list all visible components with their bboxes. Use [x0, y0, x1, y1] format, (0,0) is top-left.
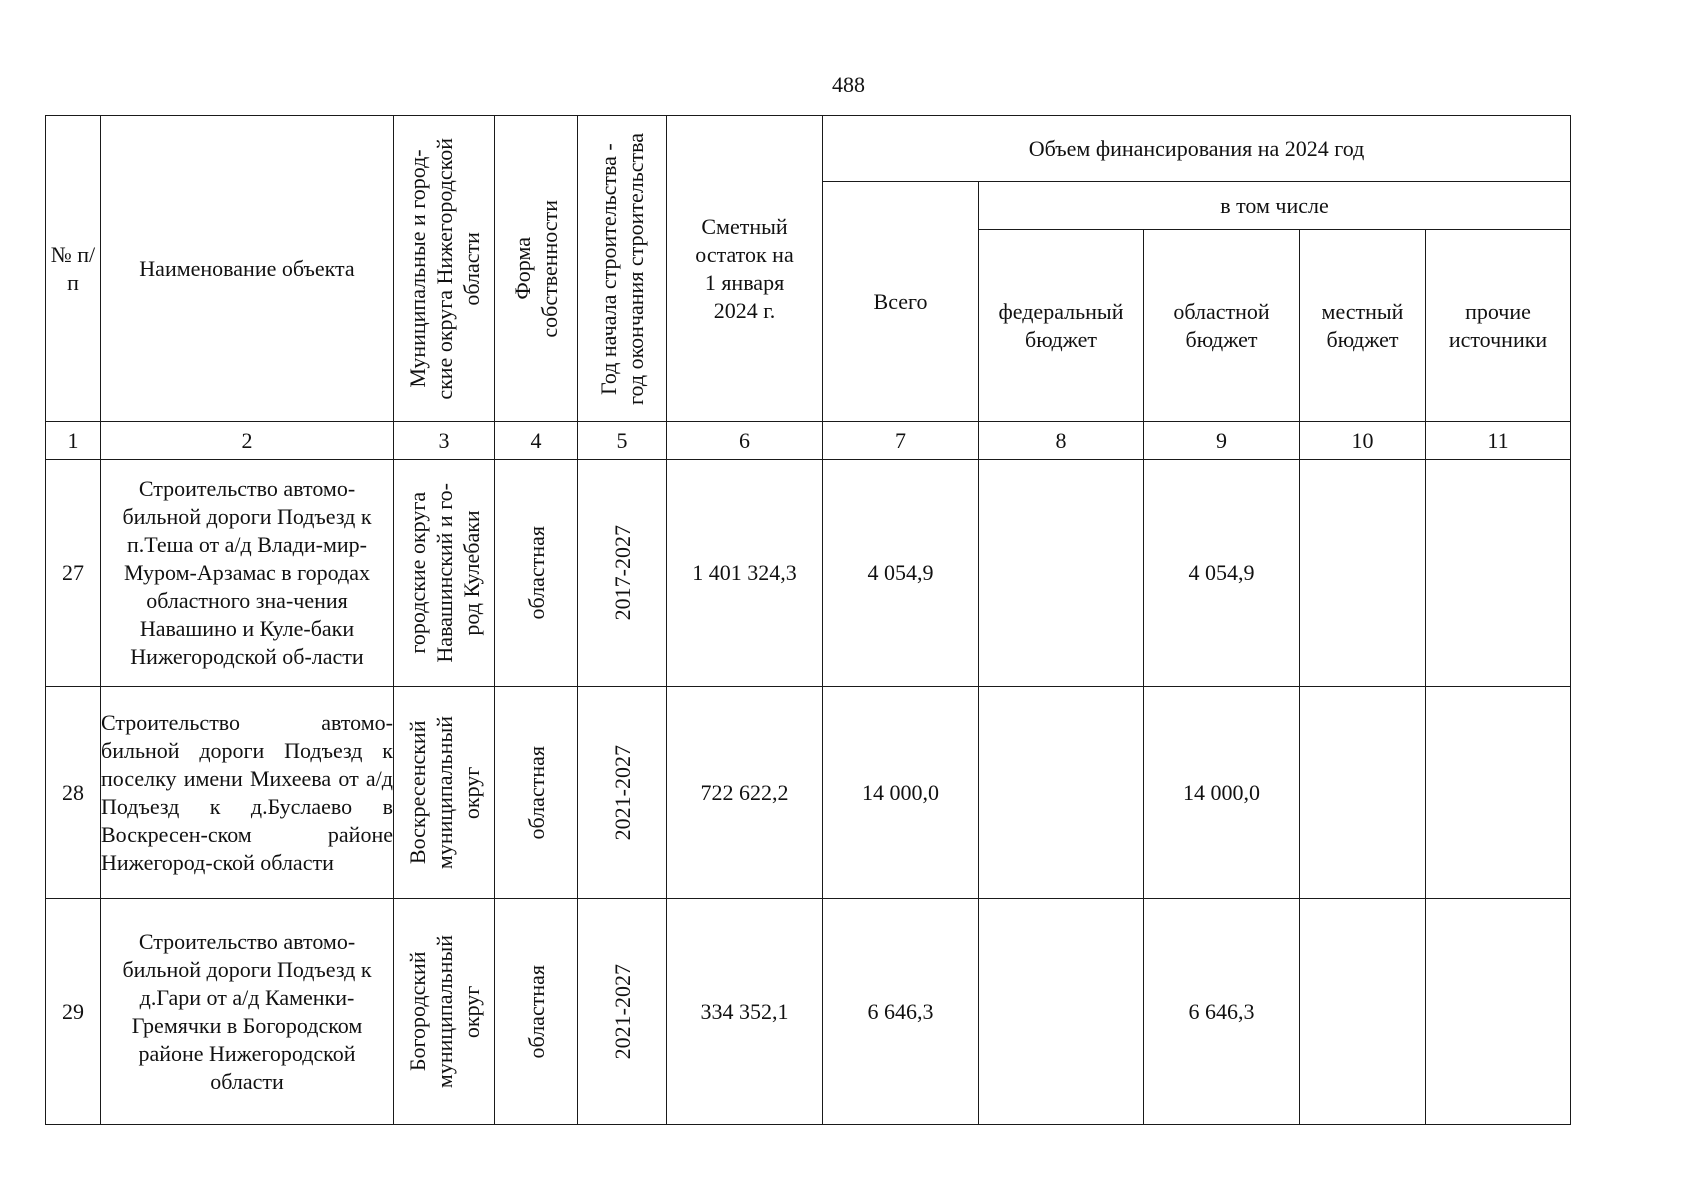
column-number: 1 [46, 422, 101, 460]
row-municipality-text [404, 716, 485, 869]
row-years-text: 2017-2027 [609, 525, 635, 621]
header-municipality-line: Муниципальные и город- [404, 149, 430, 388]
financing-table [45, 115, 1571, 1125]
row-regional: 4 054,9 [1144, 460, 1300, 687]
row-municipality-line: род Кулебаки [458, 510, 484, 636]
row-ownership-text: областная [523, 964, 549, 1059]
row-municipality [394, 687, 495, 899]
header-row [46, 116, 1571, 182]
row-ownership-text: областная [523, 745, 549, 840]
header-balance [667, 116, 823, 422]
header-including [979, 182, 1571, 230]
row-ownership [495, 460, 578, 687]
row-total: 14 000,0 [823, 687, 979, 899]
row-local [1300, 899, 1426, 1125]
table-row [46, 460, 1571, 687]
row-municipality-line: муниципальный [431, 934, 457, 1089]
header-balance-text: Сметный остаток на 1 января 2024 г. [695, 213, 794, 323]
header-total [823, 182, 979, 422]
header-other-text: прочие источники [1448, 298, 1548, 352]
row-municipality-line: городские округа [404, 492, 430, 654]
row-num: 28 [46, 687, 101, 899]
column-number: 5 [578, 422, 667, 460]
row-years [578, 899, 667, 1125]
column-number: 7 [823, 422, 979, 460]
row-regional: 6 646,3 [1144, 899, 1300, 1125]
object-name: Строительство автомо-бильной дороги Подъезд к поселку имени Михеева от а/д Подъезд к д.Буслаево в Воскресен-ском районе Нижегород-ской области [101, 687, 394, 899]
row-federal [979, 687, 1144, 899]
object-name: Строительство автомо-бильной дороги Подъезд к д.Гари от а/д Каменки-Гремячки в Богородском районе Нижегородской области [101, 899, 394, 1125]
header-federal-text: федеральный бюджет [998, 298, 1124, 352]
page-number: 488 [832, 72, 865, 97]
row-municipality-line: Воскресенский [404, 720, 430, 865]
column-number: 10 [1300, 422, 1426, 460]
header-years-line: год окончания строительства [623, 132, 648, 405]
header-ownership [495, 116, 578, 422]
header-ownership-text [509, 200, 563, 338]
header-ownership-line: Форма [510, 237, 535, 300]
column-number: 2 [101, 422, 394, 460]
row-balance: 722 622,2 [667, 687, 823, 899]
row-years [578, 687, 667, 899]
header-years-text [595, 133, 649, 405]
row-municipality-line: Навашинский и го- [431, 483, 457, 663]
column-number: 6 [667, 422, 823, 460]
row-municipality-line: Богородский [404, 951, 430, 1072]
row-other [1426, 687, 1571, 899]
header-municipality-line: области [458, 231, 484, 306]
row-federal [979, 899, 1144, 1125]
row-years-text: 2021-2027 [609, 963, 635, 1060]
header-total-text: Всего [873, 288, 928, 314]
table-row [46, 899, 1571, 1125]
row-years [578, 460, 667, 687]
header-regional [1144, 230, 1300, 422]
row-municipality [394, 460, 495, 687]
row-total: 6 646,3 [823, 899, 979, 1125]
table-row [46, 687, 1571, 899]
column-number: 8 [979, 422, 1144, 460]
header-local [1300, 230, 1426, 422]
header-municipality [394, 116, 495, 422]
header-years [578, 116, 667, 422]
header-municipality-line: ские округа Нижегородской [431, 137, 457, 400]
row-local [1300, 687, 1426, 899]
header-num-text: № п/п [50, 241, 96, 295]
row-municipality-line: муниципальный [431, 715, 457, 870]
row-municipality-line: округ [458, 985, 484, 1038]
row-local [1300, 460, 1426, 687]
header-num [46, 116, 101, 422]
header-ownership-line: собственности [537, 199, 562, 338]
row-municipality-text [404, 935, 485, 1088]
header-name-text: Наименование объекта [139, 255, 355, 281]
object-name: Строительство автомо-бильной дороги Подъезд к п.Теша от а/д Влади-мир-Муром-Арзамас в городах областного зна-чения Навашино и Куле-баки Нижегородской об-ласти [101, 460, 394, 687]
row-federal [979, 460, 1144, 687]
header-including-text: в том числе [1220, 192, 1329, 218]
header-years-line: Год начала строительства - [596, 142, 621, 395]
row-other [1426, 899, 1571, 1125]
header-financing-text: Объем финансирования на 2024 год [1028, 135, 1365, 161]
row-other [1426, 460, 1571, 687]
header-regional-text: областной бюджет [1173, 298, 1270, 352]
header-name [101, 116, 394, 422]
row-balance: 1 401 324,3 [667, 460, 823, 687]
header-local-text: местный бюджет [1321, 298, 1404, 352]
row-balance: 334 352,1 [667, 899, 823, 1125]
column-number: 11 [1426, 422, 1571, 460]
row-years-text: 2021-2027 [609, 744, 635, 841]
column-number: 4 [495, 422, 578, 460]
row-ownership-text: областная [523, 526, 549, 620]
row-regional: 14 000,0 [1144, 687, 1300, 899]
row-municipality-line: округ [458, 766, 484, 819]
row-municipality-text [404, 483, 485, 663]
column-number: 9 [1144, 422, 1300, 460]
row-municipality [394, 899, 495, 1125]
row-num: 27 [46, 460, 101, 687]
header-federal [979, 230, 1144, 422]
header-financing [823, 116, 1571, 182]
column-numbers-row [46, 422, 1571, 460]
column-number: 3 [394, 422, 495, 460]
header-other [1426, 230, 1571, 422]
header-municipality-text [404, 138, 485, 400]
row-ownership [495, 687, 578, 899]
row-total: 4 054,9 [823, 460, 979, 687]
row-num: 29 [46, 899, 101, 1125]
row-ownership [495, 899, 578, 1125]
